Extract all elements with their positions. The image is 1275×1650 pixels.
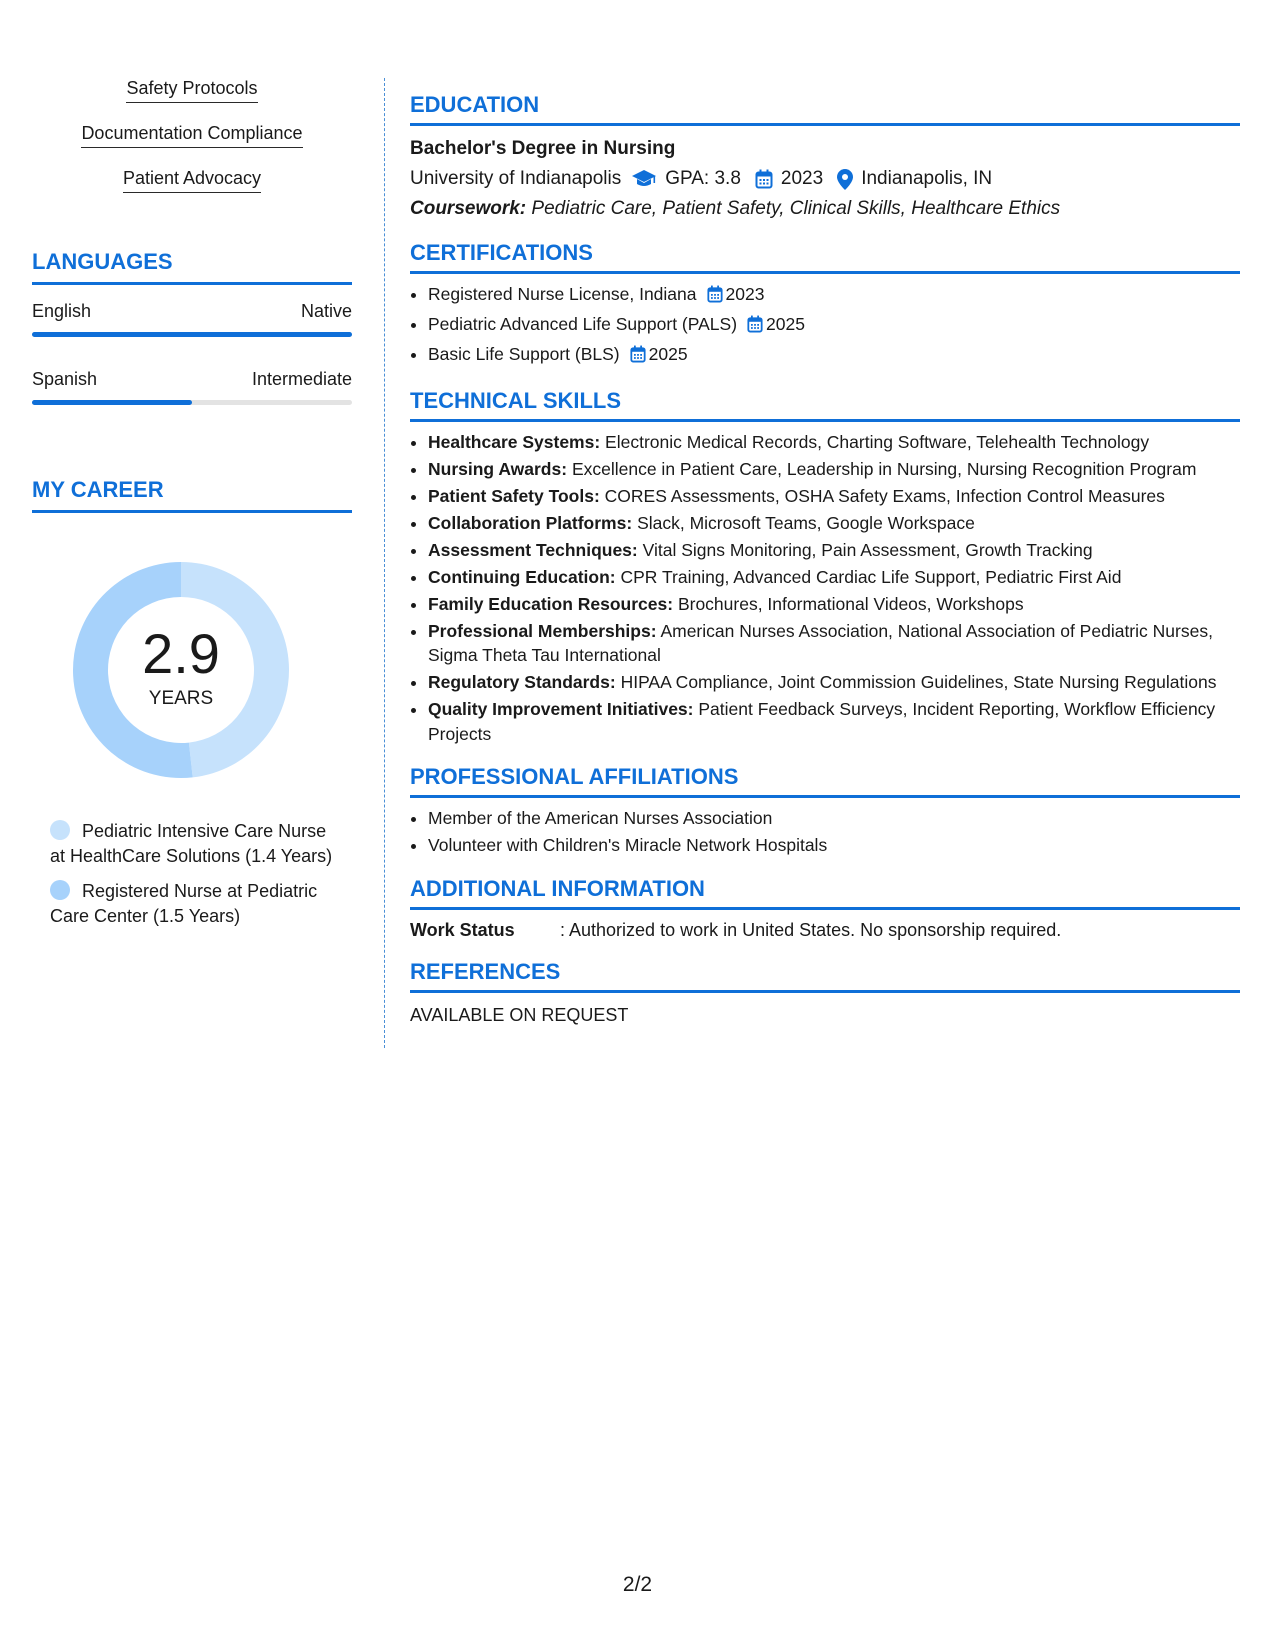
technical-skills-section	[410, 388, 1240, 747]
language-name: English	[32, 301, 92, 321]
references-text: AVAILABLE ON REQUEST	[410, 1004, 629, 1025]
language-proficiency-fill	[32, 332, 352, 337]
degree-title: Bachelor's Degree in Nursing	[410, 138, 676, 159]
right-column	[410, 92, 1240, 1044]
work-status-value: : Authorized to work in United States. No sponsorship required.	[560, 919, 1062, 940]
education-meta	[410, 168, 1240, 190]
additional-info-heading: ADDITIONAL INFORMATION	[410, 876, 1240, 910]
list-item: • Registered Nurse License, Indiana 2023	[428, 282, 1240, 310]
affiliations-list	[410, 806, 1240, 858]
language-proficiency-fill	[32, 400, 192, 405]
work-status	[410, 920, 1240, 941]
graduation-cap-icon	[631, 169, 657, 189]
language-proficiency-bar	[32, 400, 352, 405]
page-number: 2/2	[622, 1573, 653, 1596]
legend-dot-icon	[50, 820, 70, 840]
languages-heading: LANGUAGES	[32, 249, 352, 285]
list-item: • Pediatric Advanced Life Support (PALS) 2025	[428, 312, 1240, 340]
education-section	[410, 92, 1240, 220]
certifications-heading: CERTIFICATIONS	[410, 240, 1240, 274]
map-pin-icon	[837, 169, 853, 190]
references-heading: REFERENCES	[410, 959, 1240, 993]
certifications-section	[410, 240, 1240, 370]
career-donut-chart	[66, 555, 296, 785]
list-item: • Patient Safety Tools: CORES Assessments, OSHA Safety Exams, Infection Control Measures	[428, 484, 1240, 509]
language-proficiency-bar	[32, 332, 352, 337]
career-heading: MY CAREER	[32, 477, 352, 513]
list-item: • Volunteer with Children's Miracle Network Hospitals	[428, 833, 1240, 858]
list-item: • Assessment Techniques: Vital Signs Monitoring, Pain Assessment, Growth Tracking	[428, 538, 1240, 563]
language-name: Spanish	[32, 369, 98, 389]
list-item: • Quality Improvement Initiatives: Patient Feedback Surveys, Incident Reporting, Workflow Efficiency Projects	[428, 697, 1240, 746]
skill-item: Documentation Compliance	[32, 123, 352, 148]
list-item: • Basic Life Support (BLS) 2025	[428, 342, 1240, 370]
career-total-unit: YEARS	[148, 688, 214, 709]
skill-item: Safety Protocols	[32, 78, 352, 103]
calendar-icon	[755, 169, 773, 189]
certifications-list	[410, 282, 1240, 370]
list-item: • Collaboration Platforms: Slack, Microsoft Teams, Google Workspace	[428, 511, 1240, 536]
list-item: • Member of the American Nurses Association	[428, 806, 1240, 831]
language-item	[32, 369, 352, 405]
career-legend	[50, 819, 340, 929]
career-legend-item: Pediatric Intensive Care Nurse at HealthCare Solutions (1.4 Years)	[50, 821, 333, 866]
language-level: Native	[300, 301, 352, 321]
affiliations-section	[410, 764, 1240, 858]
language-level: Intermediate	[251, 369, 352, 389]
school-name: University of Indianapolis	[410, 168, 622, 189]
coursework: Coursework: Pediatric Care, Patient Safety, Clinical Skills, Healthcare Ethics	[410, 198, 1061, 219]
list-item: • Nursing Awards: Excellence in Patient Care, Leadership in Nursing, Nursing Recognition Program	[428, 457, 1240, 482]
technical-skills-heading: TECHNICAL SKILLS	[410, 388, 1240, 422]
career-total-years: 2.9	[142, 622, 220, 685]
affiliations-heading: PROFESSIONAL AFFILIATIONS	[410, 764, 1240, 798]
additional-info-section	[410, 876, 1240, 941]
legend-dot-icon	[50, 880, 70, 900]
calendar-icon	[630, 345, 646, 370]
graduation-year: 2023	[780, 168, 824, 189]
work-status-label: Work Status	[410, 919, 515, 940]
list-item: • Family Education Resources: Brochures, Informational Videos, Workshops	[428, 592, 1240, 617]
column-divider	[384, 78, 385, 1048]
language-item	[32, 301, 352, 337]
education-heading: EDUCATION	[410, 92, 1240, 126]
list-item: • Regulatory Standards: HIPAA Compliance, Joint Commission Guidelines, State Nursing Regulations	[428, 670, 1240, 695]
list-item: • Healthcare Systems: Electronic Medical Records, Charting Software, Telehealth Technology	[428, 430, 1240, 455]
career-legend-item: Registered Nurse at Pediatric Care Center (1.5 Years)	[50, 881, 318, 926]
school-location: Indianapolis, IN	[861, 168, 993, 189]
calendar-icon	[707, 285, 723, 310]
list-item: • Professional Memberships: American Nurses Association, National Association of Pediatric Nurses, Sigma Theta Tau International	[428, 619, 1240, 668]
skill-item: Patient Advocacy	[32, 168, 352, 193]
gpa: GPA: 3.8	[665, 168, 741, 189]
left-column	[32, 78, 352, 939]
list-item: • Continuing Education: CPR Training, Advanced Cardiac Life Support, Pediatric First Aid	[428, 565, 1240, 590]
technical-skills-list	[410, 430, 1240, 747]
references-section	[410, 959, 1240, 1026]
calendar-icon	[747, 315, 763, 340]
